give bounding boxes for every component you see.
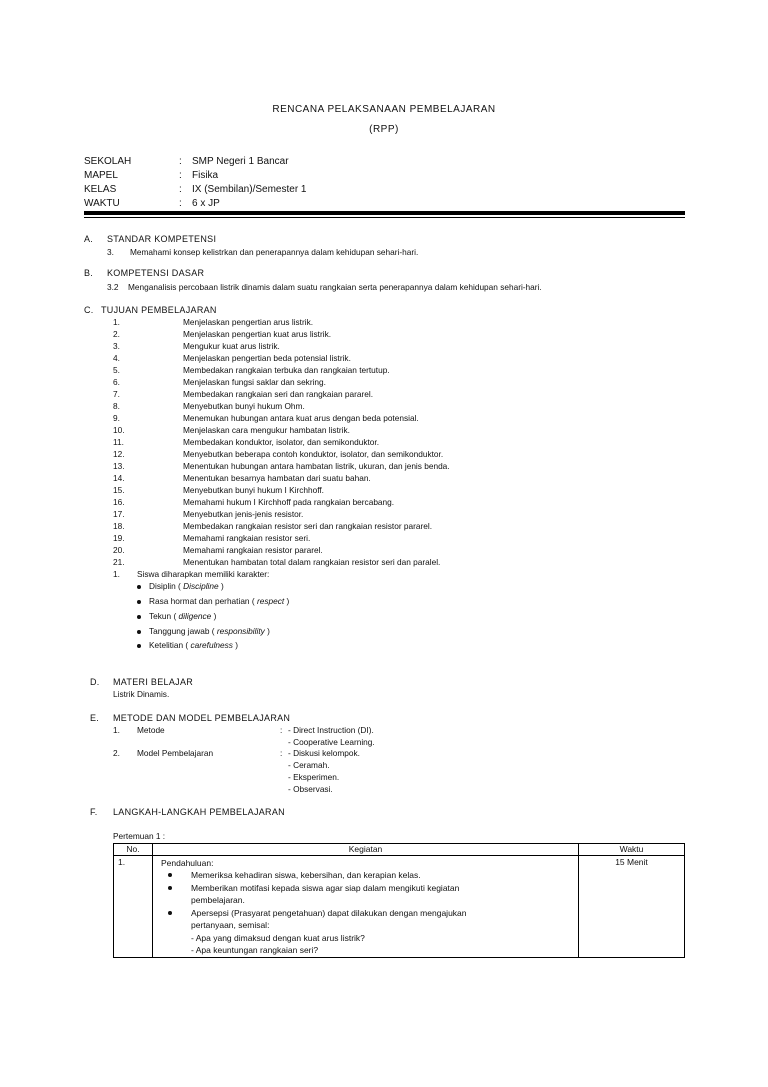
character-end: ) xyxy=(220,581,224,591)
table-row xyxy=(114,856,685,958)
objective-text: Menentukan hubungan antara hambatan listrik, ukuran, dan jenis benda. xyxy=(183,461,450,471)
row-no: 1. xyxy=(114,856,153,958)
character-intro: Siswa diharapkan memiliki karakter: xyxy=(137,569,270,579)
objective-text: Menyebutkan bunyi hukum I Kirchhoff. xyxy=(183,485,324,495)
objective-text: Memahami rangkaian resistor pararel. xyxy=(183,545,323,555)
question-item: - Apa keuntungan rangkaian seri? xyxy=(161,944,574,957)
objective-text: Menjelaskan pengertian arus listrik. xyxy=(183,317,314,327)
section-e-letter: E. xyxy=(90,713,100,723)
model-num: 2. xyxy=(113,748,120,758)
meeting-label: Pertemuan 1 : xyxy=(113,831,166,841)
objective-num: 8. xyxy=(113,401,120,411)
bullet-icon xyxy=(137,585,141,589)
question-item: - Apa yang dimaksud dengan kuat arus listrik? xyxy=(161,932,574,945)
header-rule-thin xyxy=(84,217,685,218)
identity-colon: : xyxy=(179,170,182,181)
identity-value: IX (Sembilan)/Semester 1 xyxy=(192,184,307,195)
objective-num: 17. xyxy=(113,509,125,519)
character-item xyxy=(137,640,238,650)
character-text: Tekun ( xyxy=(149,611,177,621)
character-end: ) xyxy=(235,640,239,650)
bullet-icon xyxy=(137,644,141,648)
bullet-icon xyxy=(168,873,172,877)
identity-label: SEKOLAH xyxy=(84,156,132,167)
objective-text: Menjelaskan pengertian beda potensial listrik. xyxy=(183,353,351,363)
objective-num: 16. xyxy=(113,497,125,507)
objective-text: Menyebutkan jenis-jenis resistor. xyxy=(183,509,304,519)
section-d-title: MATERI BELAJAR xyxy=(113,677,194,687)
method-colon: : xyxy=(280,725,283,735)
section-b-text: Menganalisis percobaan listrik dinamis dalam suatu rangkaian serta penerapannya dalam kehidupan sehari-hari. xyxy=(128,282,542,292)
activity-text: Memberikan motifasi kepada siswa agar siap dalam mengikuti kegiatan xyxy=(191,882,460,893)
identity-label: KELAS xyxy=(84,184,117,195)
identity-value: Fisika xyxy=(192,170,219,181)
method-item: - Cooperative Learning. xyxy=(288,737,375,747)
objective-text: Menyebutkan beberapa contoh konduktor, isolator, dan semikonduktor. xyxy=(183,449,444,459)
table-header-row xyxy=(114,844,685,856)
section-a-num: 3. xyxy=(107,247,114,257)
character-term: responsibility xyxy=(216,626,265,636)
section-d-text: Listrik Dinamis. xyxy=(113,689,170,699)
character-text: Rasa hormat dan perhatian ( xyxy=(149,596,255,606)
method-label: Metode xyxy=(137,725,165,735)
header-waktu: Waktu xyxy=(579,844,685,856)
objective-text: Menentukan besarnya hambatan dari suatu bahan. xyxy=(183,473,371,483)
objective-num: 21. xyxy=(113,557,125,567)
objective-num: 10. xyxy=(113,425,125,435)
section-b-num: 3.2 xyxy=(107,282,119,292)
objective-text: Menyebutkan bunyi hukum Ohm. xyxy=(183,401,305,411)
activity-text-cont: pertanyaan, semisal: xyxy=(191,920,270,930)
model-item: - Eksperimen. xyxy=(288,772,339,782)
header-kegiatan: Kegiatan xyxy=(153,844,579,856)
objective-text: Menjelaskan pengertian kuat arus listrik. xyxy=(183,329,332,339)
bullet-icon xyxy=(168,911,172,915)
character-end: ) xyxy=(286,596,290,606)
row-activities xyxy=(153,856,579,958)
bullet-icon xyxy=(137,630,141,634)
identity-value: SMP Negeri 1 Bancar xyxy=(192,156,289,167)
character-num: 1. xyxy=(113,569,120,579)
model-item: - Diskusi kelompok. xyxy=(288,748,360,758)
section-c-title: TUJUAN PEMBELAJARAN xyxy=(101,305,217,315)
section-c-letter: C. xyxy=(84,305,94,315)
character-item xyxy=(137,581,224,591)
objective-num: 18. xyxy=(113,521,125,531)
bullet-icon xyxy=(137,600,141,604)
character-item xyxy=(137,596,289,606)
identity-colon: : xyxy=(179,198,182,209)
header-rule-thick xyxy=(84,211,685,215)
activity-text: Apersepsi (Prasyarat pengetahuan) dapat dilakukan dengan mengajukan xyxy=(191,907,467,918)
method-item: - Direct Instruction (DI). xyxy=(288,725,374,735)
model-item: - Ceramah. xyxy=(288,760,330,770)
section-d-letter: D. xyxy=(90,677,100,687)
objective-text: Memahami rangkaian resistor seri. xyxy=(183,533,311,543)
character-term: respect xyxy=(256,596,285,606)
character-text: Ketelitian ( xyxy=(149,640,189,650)
activity-bullet xyxy=(161,869,574,882)
objective-text: Menjelaskan cara mengukur hambatan listrik. xyxy=(183,425,350,435)
objective-num: 15. xyxy=(113,485,125,495)
objective-text: Membedakan rangkaian terbuka dan rangkaian tertutup. xyxy=(183,365,390,375)
model-colon: : xyxy=(280,748,283,758)
objective-num: 5. xyxy=(113,365,120,375)
section-e-title: METODE DAN MODEL PEMBELAJARAN xyxy=(113,713,291,723)
section-a-title: STANDAR KOMPETENSI xyxy=(107,234,217,244)
document-title: RENCANA PELAKSANAAN PEMBELAJARAN xyxy=(272,104,496,115)
character-term: carefulness xyxy=(190,640,233,650)
section-b-title: KOMPETENSI DASAR xyxy=(107,268,205,278)
character-item xyxy=(137,611,216,621)
identity-label: MAPEL xyxy=(84,170,118,181)
objective-text: Memahami hukum I Kirchhoff pada rangkaian bercabang. xyxy=(183,497,395,507)
character-text: Tanggung jawab ( xyxy=(149,626,215,636)
row-title: Pendahuluan: xyxy=(161,858,214,868)
activity-text: Memeriksa kehadiran siswa, kebersihan, dan kerapian kelas. xyxy=(191,870,421,880)
model-item: - Observasi. xyxy=(288,784,333,794)
section-a-letter: A. xyxy=(84,234,94,244)
objective-text: Menemukan hubungan antara kuat arus dengan beda potensial. xyxy=(183,413,419,423)
identity-value: 6 x JP xyxy=(192,198,220,209)
objective-num: 1. xyxy=(113,317,120,327)
objective-num: 14. xyxy=(113,473,125,483)
objective-text: Menentukan hambatan total dalam rangkaian resistor seri dan paralel. xyxy=(183,557,441,567)
objective-num: 12. xyxy=(113,449,125,459)
objective-num: 13. xyxy=(113,461,125,471)
objective-text: Menjelaskan fungsi saklar dan sekring. xyxy=(183,377,326,387)
section-b-letter: B. xyxy=(84,268,94,278)
section-a-text: Memahami konsep kelistrkan dan penerapannya dalam kehidupan sehari-hari. xyxy=(130,247,419,257)
character-end: ) xyxy=(267,626,270,636)
objective-num: 7. xyxy=(113,389,120,399)
objective-num: 4. xyxy=(113,353,120,363)
row-time: 15 Menit xyxy=(579,856,685,958)
objective-num: 9. xyxy=(113,413,120,423)
objective-num: 19. xyxy=(113,533,125,543)
activity-table xyxy=(113,843,685,958)
character-end: ) xyxy=(213,611,217,621)
objective-num: 3. xyxy=(113,341,120,351)
activity-bullet xyxy=(161,882,574,907)
character-term: Discipline xyxy=(183,581,219,591)
objective-text: Membedakan konduktor, isolator, dan semikonduktor. xyxy=(183,437,380,447)
document-subtitle: (RPP) xyxy=(369,124,399,135)
objective-text: Membedakan rangkaian seri dan rangkaian pararel. xyxy=(183,389,374,399)
identity-label: WAKTU xyxy=(84,198,120,209)
identity-colon: : xyxy=(179,156,182,167)
activity-text-cont: pembelajaran. xyxy=(191,895,245,905)
bullet-icon xyxy=(137,615,141,619)
objective-text: Mengukur kuat arus listrik. xyxy=(183,341,280,351)
bullet-icon xyxy=(168,886,172,890)
method-num: 1. xyxy=(113,725,120,735)
objective-text: Membedakan rangkaian resistor seri dan rangkaian resistor pararel. xyxy=(183,521,433,531)
model-label: Model Pembelajaran xyxy=(137,748,214,758)
objective-num: 2. xyxy=(113,329,120,339)
character-text: Disiplin ( xyxy=(149,581,181,591)
activity-bullet xyxy=(161,907,574,932)
character-term: diligence xyxy=(178,611,212,621)
objective-num: 6. xyxy=(113,377,120,387)
character-item xyxy=(137,626,270,636)
objective-num: 11. xyxy=(113,437,124,447)
objective-num: 20. xyxy=(113,545,125,555)
identity-colon: : xyxy=(179,184,182,195)
section-f-letter: F. xyxy=(90,807,98,817)
header-no: No. xyxy=(114,844,153,856)
section-f-title: LANGKAH-LANGKAH PEMBELAJARAN xyxy=(113,807,285,817)
